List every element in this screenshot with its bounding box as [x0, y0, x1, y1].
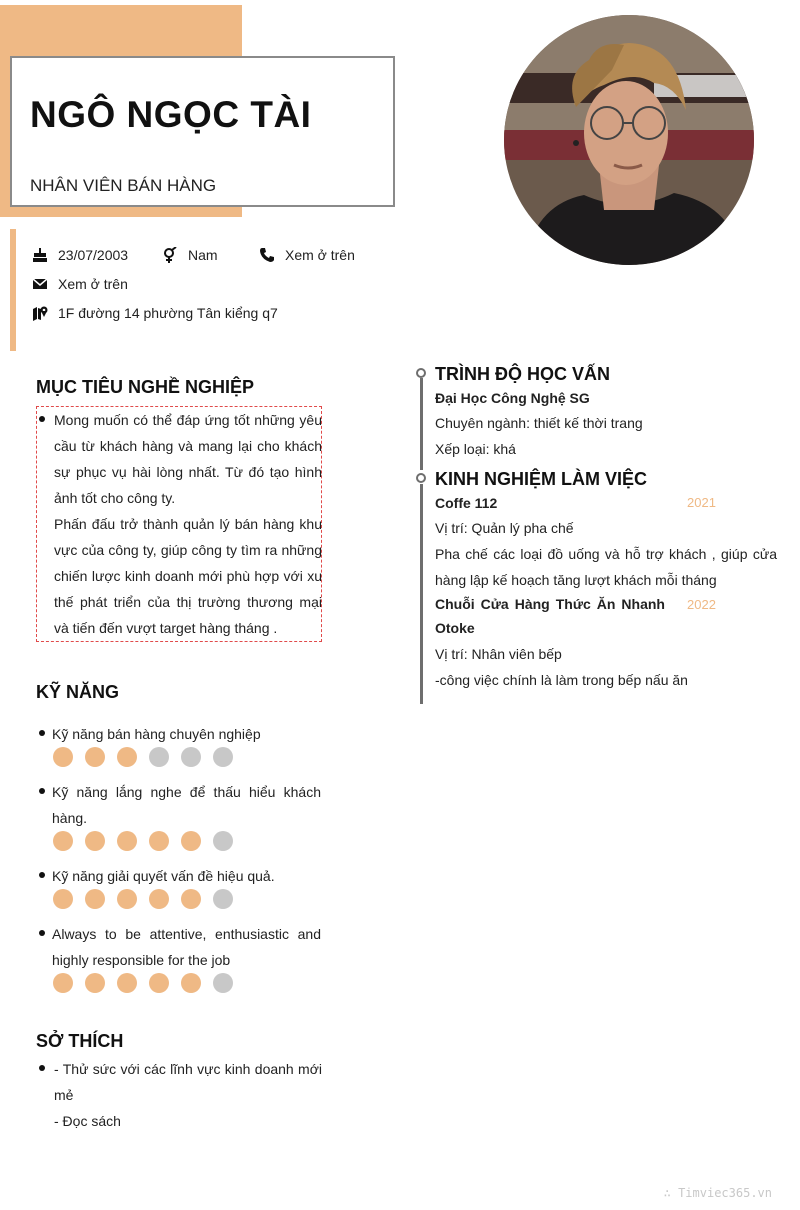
rating-dot-filled	[53, 889, 73, 909]
skill-rating	[53, 747, 233, 767]
job-description: Pha chế các loại đồ uống và hỗ trợ khách , giúp cửa hàng lập kế hoạch tăng lượt khách mỗi tháng	[435, 546, 777, 588]
rating-dot-filled	[53, 973, 73, 993]
education-timeline-node	[416, 368, 426, 378]
birthday-row	[32, 247, 128, 263]
skill-label: Kỹ năng giải quyết vấn đề hiệu quả.	[52, 868, 275, 884]
rating-dot-filled	[85, 973, 105, 993]
education-major: Chuyên ngành: thiết kế thời trang	[435, 415, 643, 431]
address-value: 1F đường 14 phường Tân kiểng q7	[58, 305, 278, 321]
job-title: NHÂN VIÊN BÁN HÀNG	[30, 176, 217, 195]
rating-dot-empty	[213, 831, 233, 851]
gender-row	[162, 247, 218, 263]
gender-icon	[162, 247, 178, 263]
rating-dot-filled	[181, 973, 201, 993]
email-value: Xem ở trên	[58, 276, 128, 292]
objective-bullet	[39, 416, 45, 422]
rating-dot-filled	[85, 889, 105, 909]
rating-dot-filled	[117, 889, 137, 909]
skills-heading: KỸ NĂNG	[36, 682, 120, 702]
job-position: Vị trí: Nhân viên bếp	[435, 646, 562, 662]
skill-rating	[53, 889, 233, 909]
hobbies-heading: SỞ THÍCH	[36, 1031, 124, 1051]
skill-bullet	[39, 730, 45, 736]
phone-icon	[259, 247, 275, 263]
rating-dot-empty	[213, 973, 233, 993]
objective-heading: MỤC TIÊU NGHỀ NGHIỆP	[36, 377, 255, 397]
rating-dot-filled	[149, 889, 169, 909]
birthday-cake-icon	[32, 247, 48, 263]
skill-bullet	[39, 788, 45, 794]
rating-dot-filled	[117, 831, 137, 851]
job-description: -công việc chính là làm trong bếp nấu ăn	[435, 672, 688, 688]
rating-dot-empty	[213, 747, 233, 767]
email-icon	[32, 276, 48, 292]
phone-row	[259, 247, 355, 263]
info-accent-bar	[10, 229, 16, 351]
job-year: 2021	[687, 495, 716, 510]
candidate-name: NGÔ NGỌC TÀI	[30, 94, 312, 135]
rating-dot-filled	[53, 831, 73, 851]
rating-dot-filled	[117, 973, 137, 993]
hobby-item: - Đọc sách	[54, 1113, 121, 1129]
address-row	[32, 305, 278, 321]
education-grade: Xếp loại: khá	[435, 441, 516, 457]
school-name: Đại Học Công Nghệ SG	[435, 390, 590, 406]
rating-dot-filled	[85, 831, 105, 851]
rating-dot-filled	[117, 747, 137, 767]
avatar	[504, 15, 754, 265]
skill-bullet	[39, 930, 45, 936]
experience-heading: KINH NGHIỆM LÀM VIỆC	[435, 469, 648, 489]
phone-value: Xem ở trên	[285, 247, 355, 263]
rating-dot-empty	[213, 889, 233, 909]
experience-timeline-node	[416, 473, 426, 483]
email-row	[32, 276, 128, 292]
rating-dot-filled	[149, 831, 169, 851]
hobbies-text	[54, 1056, 322, 1134]
gender-value: Nam	[188, 247, 218, 263]
map-marker-icon	[32, 305, 48, 321]
avatar-photo	[504, 15, 754, 265]
rating-dot-filled	[85, 747, 105, 767]
skill-rating	[53, 973, 233, 993]
rating-dot-filled	[53, 747, 73, 767]
job-year: 2022	[687, 597, 716, 612]
rating-dot-filled	[181, 831, 201, 851]
rating-dot-empty	[149, 747, 169, 767]
skill-label: Always to be attentive, enthusiastic and highly responsible for the job	[52, 926, 321, 968]
job-position: Vị trí: Quản lý pha chế	[435, 520, 574, 536]
rating-dot-filled	[149, 973, 169, 993]
skill-rating	[53, 831, 233, 851]
skill-label: Kỹ năng lắng nghe để thấu hiểu khách hàng.	[52, 784, 321, 826]
experience-timeline	[420, 484, 423, 704]
objective-paragraph-2: Phấn đấu trở thành quản lý bán hàng khu vực của công ty, giúp công ty tìm ra những chiến lược kinh doanh mới phù hợp với xu thế phát triển của thị trường thương mại và tiến đến vượt target hàng tháng .	[54, 516, 322, 636]
skill-bullet	[39, 872, 45, 878]
objective-paragraph-1: Mong muốn có thể đáp ứng tốt những yêu cầu từ khách hàng và mang lại cho khách sự phục vụ hài lòng nhất. Từ đó tạo hình ảnh tốt cho công ty.	[54, 412, 322, 506]
education-heading: TRÌNH ĐỘ HỌC VẤN	[435, 364, 610, 384]
education-timeline	[420, 378, 423, 470]
job-company: Coffe 112	[435, 495, 498, 511]
birthday-value: 23/07/2003	[58, 247, 129, 263]
watermark: ∴ Timviec365.vn	[663, 1186, 772, 1200]
skill-label: Kỹ năng bán hàng chuyên nghiệp	[52, 726, 261, 742]
objective-text	[54, 407, 322, 641]
hobbies-bullet	[39, 1065, 45, 1071]
rating-dot-filled	[181, 889, 201, 909]
hobby-item: - Thử sức với các lĩnh vực kinh doanh mới mẻ	[54, 1061, 322, 1103]
job-company: Chuỗi Cửa Hàng Thức Ăn Nhanh Otoke	[435, 596, 665, 636]
rating-dot-empty	[181, 747, 201, 767]
